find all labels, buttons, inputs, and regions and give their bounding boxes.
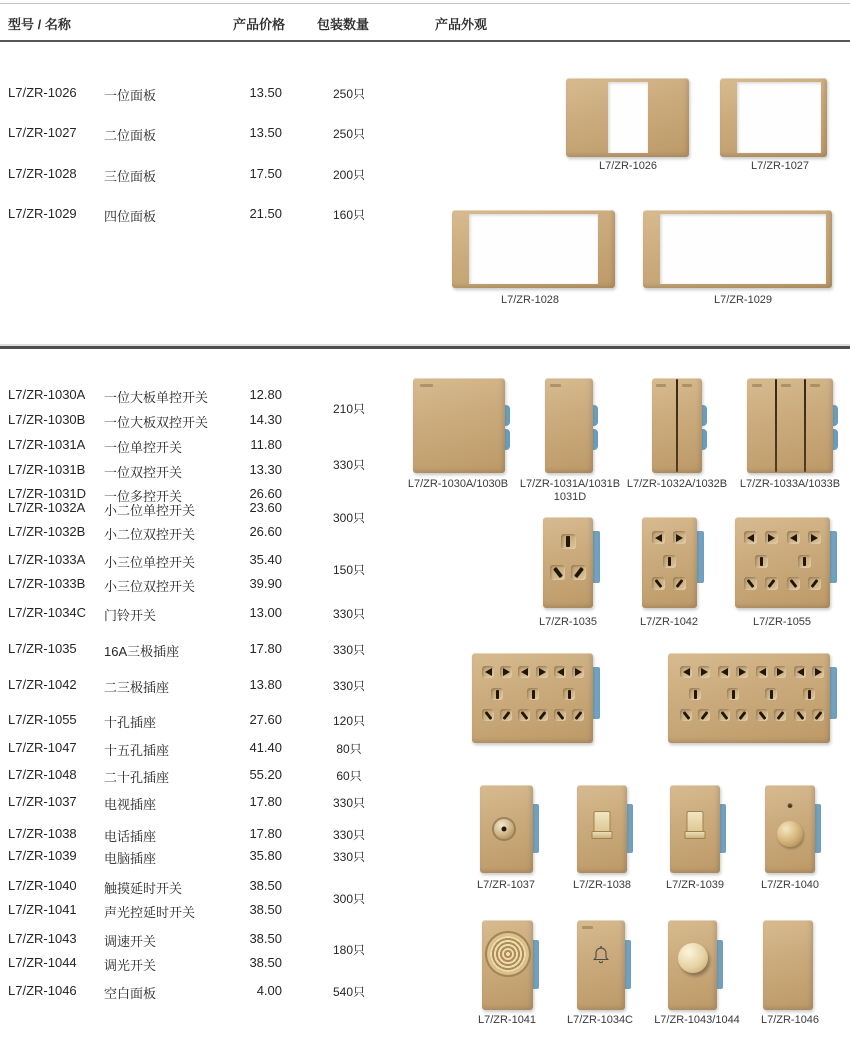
product-caption: L7/ZR-1026: [598, 160, 658, 172]
name-cell: 空白面板: [104, 986, 157, 1001]
ethernet-jack-icon: [687, 811, 704, 833]
panel-window: [608, 82, 648, 153]
name-cell: 小三位双控开关: [104, 579, 196, 594]
brand-mark: [810, 384, 820, 387]
price-cell: 14.30: [249, 412, 282, 427]
price-cell: 17.80: [249, 794, 282, 809]
name-cell: 三位面板: [104, 169, 157, 184]
qty-cell: 330只: [332, 850, 366, 864]
product-caption: L7/ZR-1046: [760, 1014, 820, 1026]
name-cell: 16A三极插座: [104, 644, 180, 659]
model-cell: L7/ZR-1031B: [8, 462, 86, 477]
price-cell: 13.50: [249, 85, 282, 100]
phone-jack-icon: [594, 811, 611, 833]
name-cell: 一位大板双控开关: [104, 415, 209, 430]
model-cell: L7/ZR-1033A: [8, 552, 86, 567]
price-cell: 38.50: [249, 878, 282, 893]
model-cell: L7/ZR-1031A: [8, 437, 86, 452]
header-rule: [0, 40, 850, 42]
table-row: [0, 206, 430, 222]
product-caption: L7/ZR-1042: [639, 616, 699, 628]
tv-connector-icon: [494, 819, 514, 839]
model-cell: L7/ZR-1029: [8, 206, 77, 221]
price-cell: 23.60: [249, 500, 282, 515]
switch-face: [545, 378, 593, 473]
product-image-1047: [472, 653, 593, 743]
top-rule: [0, 3, 850, 4]
socket-holes: [744, 531, 778, 591]
price-cell: 39.90: [249, 576, 282, 591]
name-cell: 一位大板单控开关: [104, 390, 209, 405]
switch-face: [413, 378, 505, 473]
qty-cell: 180只: [332, 943, 366, 957]
name-cell: 小二位双控开关: [104, 527, 196, 542]
product-caption: L7/ZR-1055: [752, 616, 812, 628]
table-row: [0, 125, 430, 141]
price-cell: 27.60: [249, 712, 282, 727]
qty-cell: 540只: [332, 985, 366, 999]
switch-face: [747, 378, 833, 473]
qty-cell: 250只: [332, 127, 366, 141]
col-header-model: 型号 / 名称: [8, 17, 71, 32]
product-image-1055: [735, 517, 830, 608]
product-caption: L7/ZR-1027: [750, 160, 810, 172]
product-image-1041: [482, 920, 533, 1010]
name-cell: 电话插座: [104, 829, 157, 844]
product-image-1037: [480, 785, 533, 873]
model-cell: L7/ZR-1039: [8, 848, 77, 863]
name-cell: 触摸延时开关: [104, 881, 183, 896]
name-cell: 一位多控开关: [104, 489, 183, 504]
price-cell: 13.50: [249, 125, 282, 140]
name-cell: 十五孔插座: [104, 743, 170, 758]
product-image-1048: [668, 653, 830, 743]
price-cell: 26.60: [249, 486, 282, 501]
name-cell: 电脑插座: [104, 851, 157, 866]
model-cell: L7/ZR-1034C: [8, 605, 87, 620]
product-caption: 1031D: [553, 491, 587, 503]
table-row: [0, 576, 430, 592]
product-caption: L7/ZR-1029: [713, 294, 773, 306]
price-cell: 13.80: [249, 677, 282, 692]
product-caption: L7/ZR-1028: [500, 294, 560, 306]
price-cell: 41.40: [249, 740, 282, 755]
brand-mark: [656, 384, 666, 387]
product-caption: L7/ZR-1038: [572, 879, 632, 891]
model-cell: L7/ZR-1044: [8, 955, 77, 970]
qty-cell: 330只: [332, 458, 366, 472]
sound-sensor-grille: [490, 936, 526, 972]
model-cell: L7/ZR-1031D: [8, 486, 87, 501]
model-cell: L7/ZR-1030B: [8, 412, 86, 427]
price-cell: 38.50: [249, 955, 282, 970]
brand-mark: [550, 384, 561, 387]
qty-cell: 80只: [336, 742, 362, 756]
qty-cell: 160只: [332, 208, 366, 222]
product-image-1046: [763, 920, 813, 1010]
price-cell: 26.60: [249, 524, 282, 539]
model-cell: L7/ZR-1027: [8, 125, 77, 140]
product-image-1038: [577, 785, 627, 873]
qty-cell: 330只: [332, 679, 366, 693]
socket-holes: [518, 666, 548, 722]
price-cell: 11.80: [250, 437, 282, 452]
name-cell: 门铃开关: [104, 608, 157, 623]
blank-panel-face: [763, 920, 813, 1010]
brand-mark: [420, 384, 433, 387]
product-image-1031: [545, 378, 593, 473]
product-image-1040: [765, 785, 815, 873]
table-row: [0, 437, 430, 453]
product-caption: L7/ZR-1033A/1033B: [739, 478, 841, 490]
qty-cell: 330只: [332, 643, 366, 657]
panel-window: [660, 214, 826, 284]
model-cell: L7/ZR-1032A: [8, 500, 86, 515]
product-caption: L7/ZR-1041: [477, 1014, 537, 1026]
model-cell: L7/ZR-1040: [8, 878, 77, 893]
product-caption: L7/ZR-1035: [538, 616, 598, 628]
product-caption: L7/ZR-1037: [476, 879, 536, 891]
price-cell: 38.50: [249, 902, 282, 917]
socket-holes: [554, 666, 584, 722]
qty-cell: 330只: [332, 796, 366, 810]
product-image-1029: [643, 210, 832, 288]
model-cell: L7/ZR-1033B: [8, 576, 86, 591]
product-image-1039: [670, 785, 720, 873]
name-cell: 小二位单控开关: [104, 503, 196, 518]
product-caption: L7/ZR-1039: [665, 879, 725, 891]
product-caption: L7/ZR-1040: [760, 879, 820, 891]
product-caption: L7/ZR-1032A/1032B: [626, 478, 728, 490]
price-cell: 21.50: [249, 206, 282, 221]
panel-window: [469, 214, 598, 284]
socket-holes: [680, 666, 710, 722]
table-row: [0, 85, 430, 101]
model-cell: L7/ZR-1043: [8, 931, 77, 946]
product-image-1026: [566, 78, 689, 157]
socket-hole-neutral: [571, 565, 586, 580]
rocker-seam: [775, 379, 777, 472]
model-cell: L7/ZR-1035: [8, 641, 77, 656]
product-image-1033: [747, 378, 833, 473]
product-caption: L7/ZR-1030A/1030B: [407, 478, 509, 490]
model-cell: L7/ZR-1037: [8, 794, 77, 809]
bell-icon: [589, 943, 613, 972]
model-cell: L7/ZR-1042: [8, 677, 77, 692]
brand-mark: [682, 384, 692, 387]
product-caption: L7/ZR-1031A/1031B: [519, 478, 621, 490]
model-cell: L7/ZR-1028: [8, 166, 77, 181]
product-image-1043-1044: [668, 920, 717, 1010]
qty-cell: 300只: [332, 511, 366, 525]
qty-cell: 200只: [332, 168, 366, 182]
price-cell: 13.00: [249, 605, 282, 620]
price-cell: 35.80: [249, 848, 282, 863]
name-cell: 四位面板: [104, 209, 157, 224]
price-cell: 38.50: [249, 931, 282, 946]
model-cell: L7/ZR-1047: [8, 740, 77, 755]
indicator-led: [788, 803, 793, 808]
product-caption: L7/ZR-1043/1044: [654, 1014, 740, 1026]
name-cell: 十孔插座: [104, 715, 157, 730]
qty-cell: 330只: [332, 828, 366, 842]
product-image-1030: [413, 378, 505, 473]
name-cell: 电视插座: [104, 797, 157, 812]
table-row: [0, 166, 430, 182]
name-cell: 二十孔插座: [104, 770, 170, 785]
name-cell: 二位面板: [104, 128, 157, 143]
name-cell: 调速开关: [104, 934, 157, 949]
model-cell: L7/ZR-1026: [8, 85, 77, 100]
model-cell: L7/ZR-1055: [8, 712, 77, 727]
qty-cell: 330只: [332, 607, 366, 621]
product-image-1028: [452, 210, 615, 288]
socket-holes: [652, 531, 686, 591]
socket-holes: [482, 666, 512, 722]
model-cell: L7/ZR-1030A: [8, 387, 86, 402]
name-cell: 二三极插座: [104, 680, 170, 695]
table-row: [0, 524, 430, 540]
socket-face: [543, 517, 593, 608]
price-cell: 17.50: [249, 166, 282, 181]
socket-holes: [756, 666, 786, 722]
qty-cell: 150只: [332, 563, 366, 577]
qty-cell: 250只: [332, 87, 366, 101]
name-cell: 调光开关: [104, 958, 157, 973]
col-header-qty: 包装数量: [317, 17, 370, 32]
col-header-appearance: 产品外观: [435, 17, 488, 32]
model-cell: L7/ZR-1048: [8, 767, 77, 782]
product-image-1035: [543, 517, 593, 608]
product-image-1034c: [577, 920, 625, 1010]
product-caption: L7/ZR-1034C: [566, 1014, 634, 1026]
product-image-1032: [652, 378, 702, 473]
name-cell: 声光控延时开关: [104, 905, 196, 920]
socket-holes: [787, 531, 821, 591]
brand-mark: [781, 384, 791, 387]
model-cell: L7/ZR-1032B: [8, 524, 86, 539]
table-row: [0, 902, 430, 918]
model-cell: L7/ZR-1038: [8, 826, 77, 841]
brand-mark: [582, 926, 593, 929]
rocker-seam: [804, 379, 806, 472]
name-cell: 小三位单控开关: [104, 555, 196, 570]
price-cell: 17.80: [249, 641, 282, 656]
dimmer-knob: [678, 943, 708, 973]
price-cell: 4.00: [256, 983, 282, 998]
name-cell: 一位单控开关: [104, 440, 183, 455]
qty-cell: 120只: [332, 714, 366, 728]
price-cell: 13.30: [249, 462, 282, 477]
price-cell: 35.40: [249, 552, 282, 567]
rocker-seam: [676, 379, 678, 472]
socket-hole-earth: [561, 534, 576, 549]
touch-button: [777, 821, 803, 847]
socket-holes: [794, 666, 824, 722]
qty-cell: 60只: [336, 769, 362, 783]
socket-holes: [718, 666, 748, 722]
product-image-1027: [720, 78, 827, 157]
qty-cell: 300只: [332, 892, 366, 906]
price-cell: 12.80: [249, 387, 282, 402]
table-row: [0, 412, 430, 428]
product-image-1042: [642, 517, 697, 608]
socket-hole-live: [550, 565, 565, 580]
brand-mark: [752, 384, 762, 387]
model-cell: L7/ZR-1046: [8, 983, 77, 998]
price-cell: 17.80: [249, 826, 282, 841]
name-cell: 一位双控开关: [104, 465, 183, 480]
section-divider: [0, 346, 850, 349]
table-row: [0, 955, 430, 971]
name-cell: 一位面板: [104, 88, 157, 103]
col-header-price: 产品价格: [233, 17, 286, 32]
model-cell: L7/ZR-1041: [8, 902, 77, 917]
qty-cell: 210只: [332, 402, 366, 416]
panel-window: [737, 82, 821, 153]
price-cell: 55.20: [249, 767, 282, 782]
